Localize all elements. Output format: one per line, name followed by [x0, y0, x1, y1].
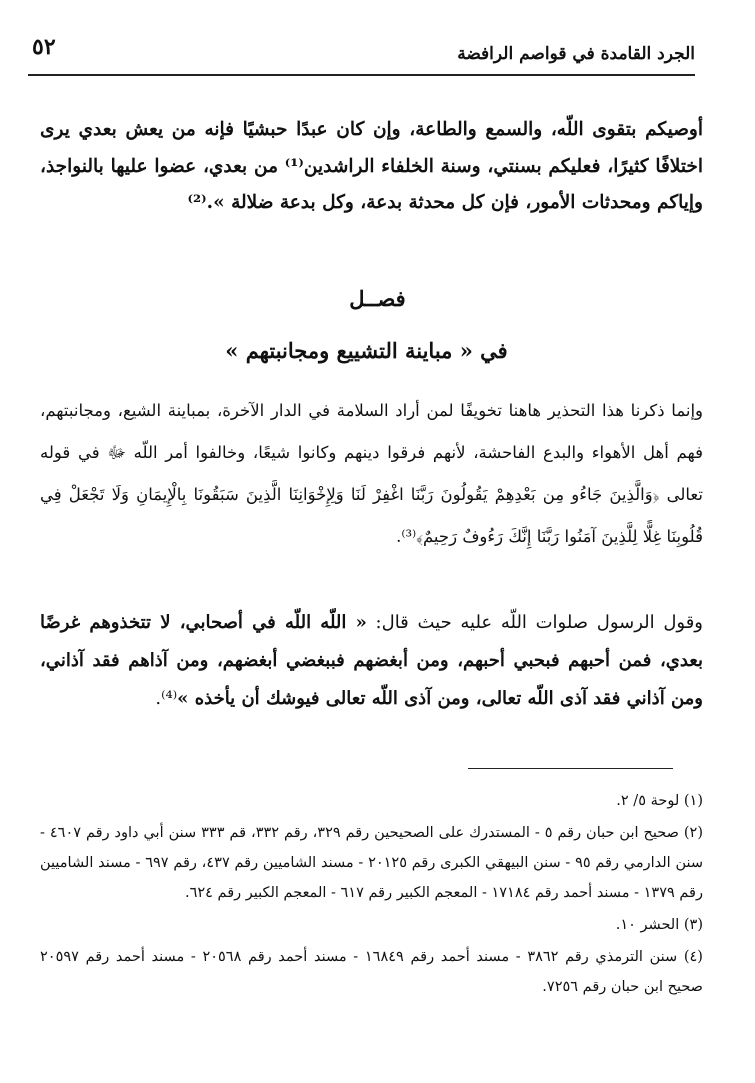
- hadith-intro: وقول الرسول صلوات اللّه عليه حيث قال:: [366, 612, 703, 633]
- page-number: ٥٢: [32, 34, 56, 60]
- hadith-quote: « اللّه اللّه في أصحابي، لا تتخذوهم غرضًا بعدي، فمن أحبهم فبحبي أحبهم، ومن أبغضهم فببغضي أبغضهم، ومن آذاهم فقد آذاني، ومن آذاني فقد آذى اللّه تعالى، ومن آذى اللّه تعالى فيوشك أن يأخذه »: [40, 612, 703, 709]
- footnote-divider: [468, 768, 673, 769]
- footnotes: [40, 786, 703, 1004]
- paragraph-warning: وإنما ذكرنا هذا التحذير هاهنا تخويفًا لمن أراد السلامة في الدار الآخرة، بمباينة الشيع، ومجانبتهم، فهم أهل الأهواء والبدع الفاحشة، لأنهم فرقوا دينهم وكانوا شيعًا، وخالفوا أمر اللّه ﷻ في قوله تعالى ﴿وَالَّذِينَ جَاءُو مِن بَعْدِهِمْ يَقُولُونَ رَبَّنَا اغْفِرْ لَنَا وَلِإِخْوَانِنَا الَّذِينَ سَبَقُونَا بِالْإِيمَانِ وَلَا تَجْعَلْ فِي قُلُوبِنَا غِلًّا لِلَّذِينَ آمَنُوا رَبَّنَا إِنَّكَ رَءُوفٌ رَحِيمٌ﴾⁽³⁾.: [40, 401, 703, 546]
- section-heading: فصــل: [349, 286, 406, 311]
- running-title: الجرد القامدة في قواصم الرافضة: [457, 44, 695, 64]
- paragraph-hadith-end: أوصيكم بتقوى اللّه، والسمع والطاعة، وإن كان عبدًا حبشيًا فإنه من يعش بعدي يرى اختلافًا كثيرًا، فعليكم بسنتي، وسنة الخلفاء الراشدين⁽¹⁾ من بعدي، عضوا عليها بالنواجذ، وإياكم ومحدثات الأمور، فإن كل محدثة بدعة، وكل بدعة ضلالة ».⁽²⁾: [40, 119, 703, 213]
- hadith-reference: ⁽⁴⁾.: [155, 688, 178, 709]
- footnote-1: (١) لوحة ٥/ ٢.: [616, 793, 703, 809]
- page-header: [28, 34, 695, 76]
- footnote-4: (٤) سنن الترمذي رقم ٣٨٦٢ - مسند أحمد رقم ١٦٨٤٩ - مسند أحمد رقم ٢٠٥٦٨ - مسند أحمد رقم ٢٠٥٩٧ صحيح ابن حبان رقم ٧٢٥٦.: [40, 949, 703, 995]
- footnote-2: (٢) صحيح ابن حبان رقم ٥ - المستدرك على الصحيحين رقم ٣٢٩، رقم ٣٣٢، قم ٣٣٣ سنن أبي داود رقم ٤٦٠٧ - سنن الدارمي رقم ٩٥ - سنن البيهقي الكبرى رقم ٢٠١٢٥ - مسند الشاميين رقم ٤٣٧، رقم ٦٩٧ - مسند الشاميين رقم ١٣٧٩ - مسند أحمد رقم ١٧١٨٤ - المعجم الكبير رقم ٦١٧ - المعجم الكبير رقم ٦٢٤.: [40, 825, 704, 901]
- footnote-3: (٣) الحشر ١٠.: [615, 917, 703, 933]
- section-subheading: في « مباينة التشييع ومجانبتهم »: [225, 338, 508, 363]
- paragraph-companions-hadith: [40, 604, 703, 718]
